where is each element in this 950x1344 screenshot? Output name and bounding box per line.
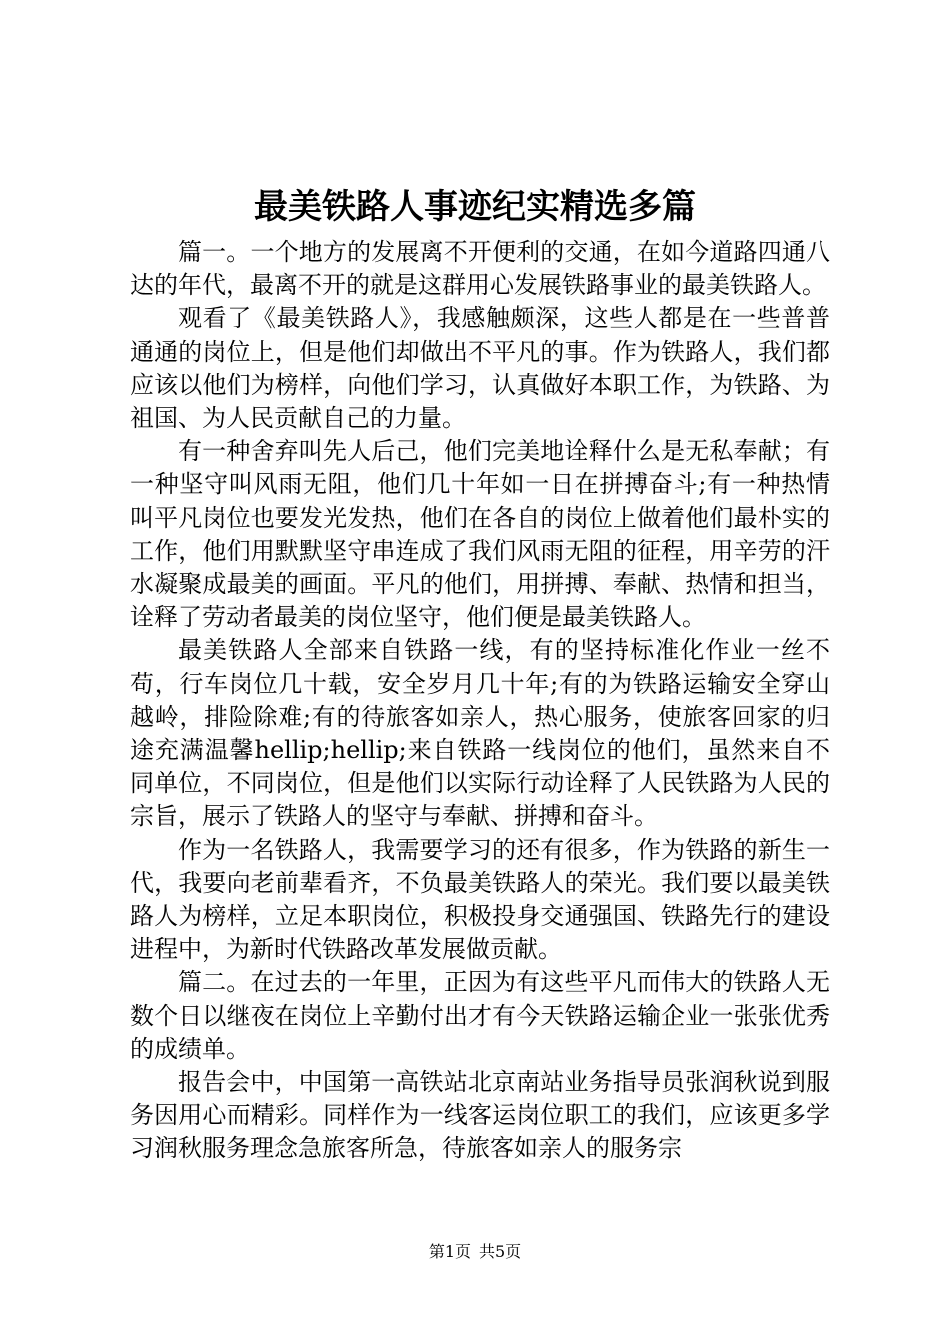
page-number: 第1页 [428, 1242, 471, 1261]
page-footer [0, 1241, 950, 1263]
paragraph: 最美铁路人全部来自铁路一线，有的坚持标准化作业一丝不苟，行车岗位几十载，安全岁月几十年;有的为铁路运输安全穿山越岭，排险除难;有的待旅客如亲人，热心服务，使旅客回家的归途充满温馨hellip;hellip;来自铁路一线岗位的他们，虽然来自不同单位，不同岗位，但是他们以实际行动诠释了人民铁路为人民的宗旨，展示了铁路人的坚守与奉献、拼搏和奋斗。 [130, 636, 830, 831]
document-body [130, 236, 830, 1166]
document-title: 最美铁路人事迹纪实精选多篇 [254, 187, 696, 227]
paragraph: 篇一。一个地方的发展离不开便利的交通，在如今道路四通八达的年代，最离不开的就是这群用心发展铁路事业的最美铁路人。 [130, 238, 830, 300]
paragraph: 有一种舍弃叫先人后己，他们完美地诠释什么是无私奉献；有一种坚守叫风雨无阻，他们几十年如一日在拼搏奋斗;有一种热情叫平凡岗位也要发光发热，他们在各自的岗位上做着他们最朴实的工作，他们用默默坚守串连成了我们风雨无阻的征程，用辛劳的汗水凝聚成最美的画面。平凡的他们，用拼搏、奉献、热情和担当，诠释了劳动者最美的岗位坚守，他们便是最美铁路人。 [130, 437, 830, 632]
paragraph: 报告会中，中国第一高铁站北京南站业务指导员张润秋说到服务因用心而精彩。同样作为一线客运岗位职工的我们，应该更多学习润秋服务理念急旅客所急，待旅客如亲人的服务宗 [130, 1068, 830, 1163]
paragraph: 观看了《最美铁路人》，我感触颇深，这些人都是在一些普普通通的岗位上，但是他们却做出不平凡的事。作为铁路人，我们都应该以他们为榜样，向他们学习，认真做好本职工作，为铁路、为祖国、为人民贡献自己的力量。 [130, 304, 830, 433]
paragraph: 作为一名铁路人，我需要学习的还有很多，作为铁路的新生一代，我要向老前辈看齐，不负最美铁路人的荣光。我们要以最美铁路人为榜样，立足本职岗位，积极投身交通强国、铁路先行的建设进程中，为新时代铁路改革发展做贡献。 [130, 835, 830, 964]
paragraph: 篇二。在过去的一年里，正因为有这些平凡而伟大的铁路人无数个日以继夜在岗位上辛勤付出才有今天铁路运输企业一张张优秀的成绩单。 [130, 968, 830, 1063]
page-total: 共5页 [479, 1242, 522, 1261]
